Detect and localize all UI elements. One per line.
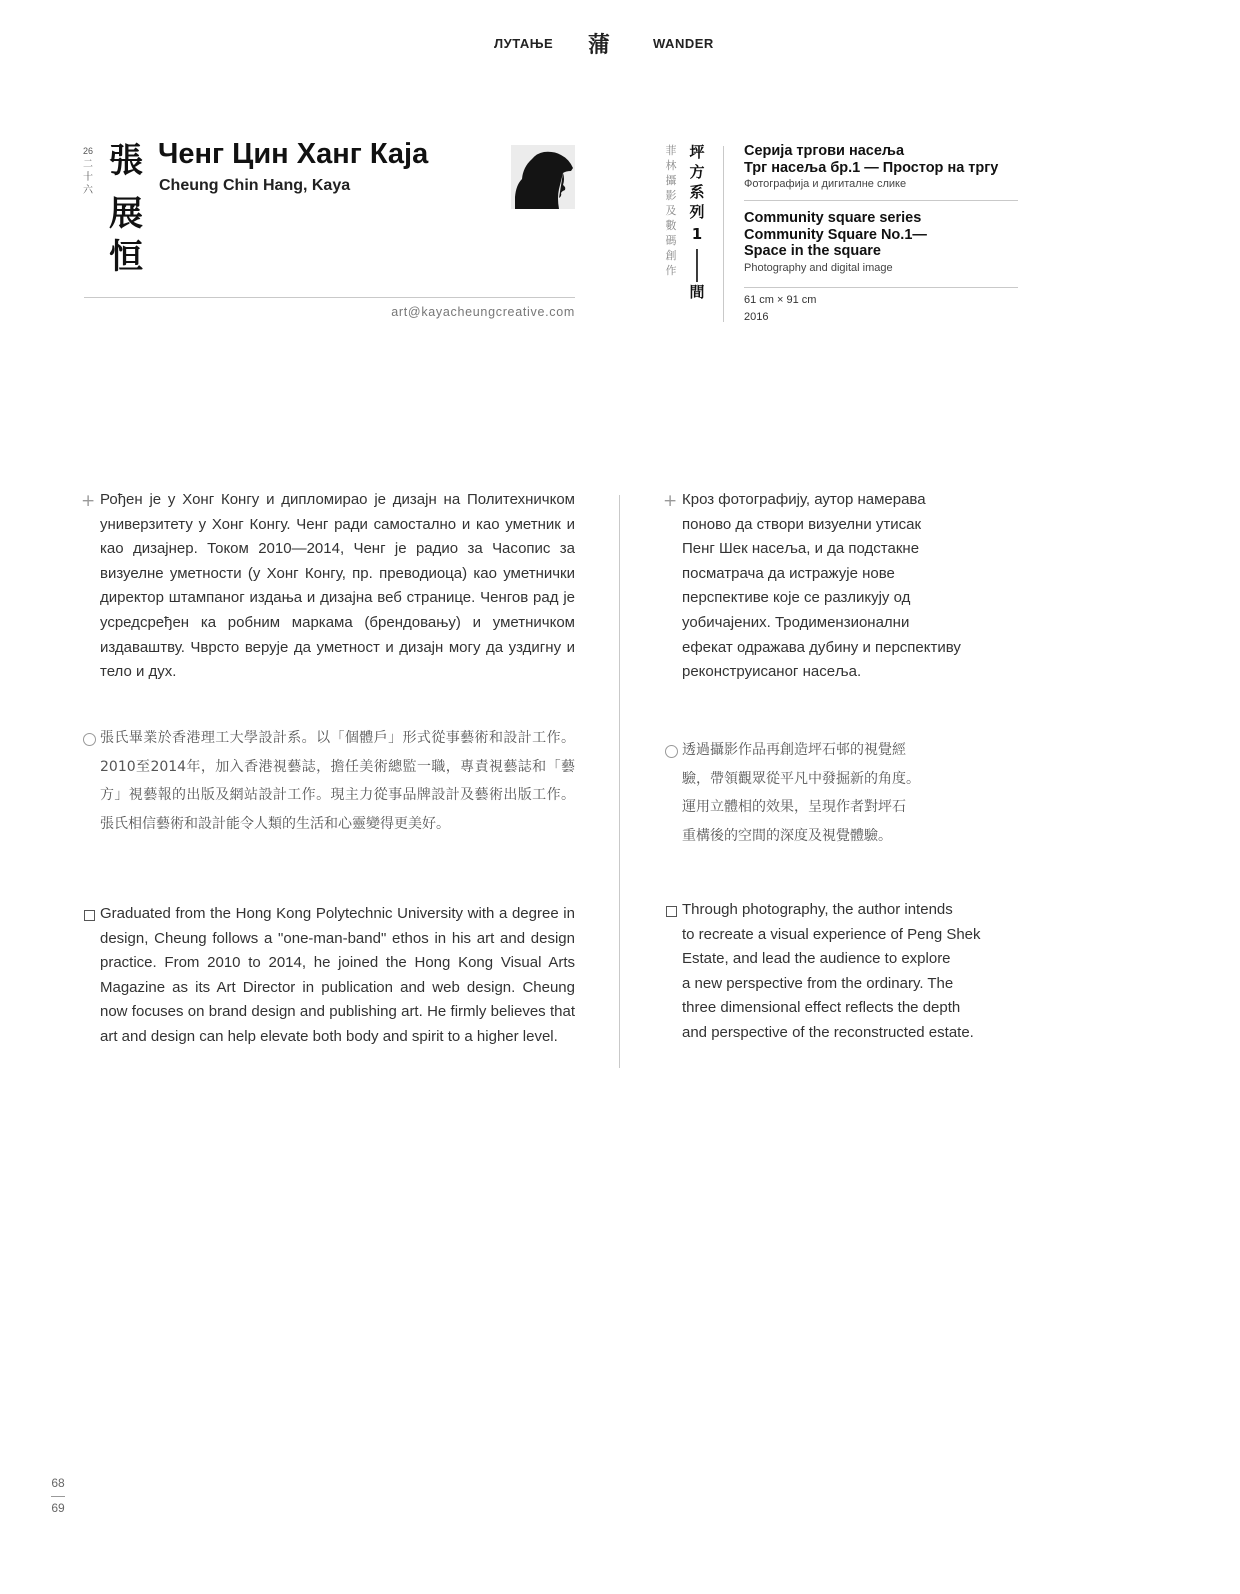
page-number-left: 68 xyxy=(51,1476,65,1490)
artwork-size: 61 cm × 91 cm xyxy=(744,294,817,306)
artist-number xyxy=(81,145,95,197)
portrait-silhouette xyxy=(511,145,575,209)
plus-marker-icon: + xyxy=(81,491,96,511)
page-number-right: 69 xyxy=(51,1501,65,1515)
artwork-info-english xyxy=(744,210,927,274)
artwork-title-chinese xyxy=(688,142,706,302)
medium-char: 創 xyxy=(665,249,677,262)
plus-marker-icon: + xyxy=(663,491,678,511)
title-char: 坪 xyxy=(689,143,705,161)
artist-email[interactable]: art@kayacheungcreative.com xyxy=(391,305,575,319)
artwork-info-serbian xyxy=(744,143,998,190)
bio-serbian: Рођен је у Хонг Конгу и дипломирао је дизајн на Политехничком универзитету у Хонг Конгу. Ченг ради самостално и као уметник и као дизајнер. Током 2010—2014, Ченг је радио за Часопис за визуелне уметности (у Хонг Конгу, пр. преводиоца) као уметнички директор штампаног издања и дизајна веб странице. Ченгов рад је усредсређен ка робним маркама (брендовању) и уметничком издаваштву. Чврсто верује да уметност и дизајн могу да уздигну и тело и дух. xyxy=(100,491,575,681)
medium-char: 數 xyxy=(665,219,677,232)
title-char: 系 xyxy=(689,183,705,201)
artwork-meta xyxy=(744,292,816,325)
statement-line: поново да створи визуелни утисак xyxy=(682,515,922,533)
section-label-english: WANDER xyxy=(653,36,714,51)
artist-number-cjk-2: 十 xyxy=(83,172,93,183)
statement-serbian xyxy=(682,488,1012,685)
statement-line: реконструисаног насеља. xyxy=(682,663,862,681)
circle-marker-icon xyxy=(665,745,678,758)
artwork-medium-chinese xyxy=(664,143,678,278)
statement-line: уобичајених. Тродимензионални xyxy=(682,613,910,631)
section-label-chinese: 蒲 xyxy=(588,33,611,58)
artist-name-english: Cheung Chin Hang, Kaya xyxy=(159,177,351,194)
artwork-title-english-2: Community Square No.1— xyxy=(744,226,927,243)
statement-english xyxy=(682,898,1012,1046)
medium-char: 林 xyxy=(665,159,677,172)
artist-name-chinese-char: 展 xyxy=(109,194,143,234)
title-char: 間 xyxy=(689,283,705,301)
statement-line: 運用立體相的效果，呈現作者對坪石 xyxy=(682,799,906,816)
column-divider xyxy=(619,495,620,1068)
statement-line: three dimensional effect reflects the depth xyxy=(682,999,961,1017)
statement-line: 透過攝影作品再創造坪石邨的視覺經 xyxy=(682,742,906,758)
artwork-year: 2016 xyxy=(744,310,769,323)
statement-line: Кроз фотографију, аутор намерава xyxy=(682,491,926,508)
artwork-title-serbian-2: Трг насеља бр.1 — Простор на тргу xyxy=(744,159,999,176)
bio-english: Graduated from the Hong Kong Polytechnic University with a degree in design, Cheung follows a "one-man-band" ethos in his art and design practice. From 2010 to 2014, he joined the Hong Kong Visual Arts Magazine as its Art Director in publication and web design. Cheung now focuses on brand design and publishing art. He firmly believes that art and design can help elevate both body and spirit to a higher level. xyxy=(100,905,575,1045)
title-dash: | xyxy=(694,243,700,283)
artist-portrait xyxy=(511,145,575,209)
statement-line: ефекат одражава дубину и перспективу xyxy=(682,638,961,656)
divider xyxy=(744,287,1018,288)
artist-number-cjk-3: 六 xyxy=(83,185,93,196)
statement-line: Estate, and lead the audience to explore xyxy=(682,950,951,968)
artwork-medium-serbian: Фотографија и дигиталне слике xyxy=(744,178,907,190)
artwork-medium-english: Photography and digital image xyxy=(744,261,893,274)
statement-line: Пенг Шек насеља, и да подстакне xyxy=(682,540,920,558)
divider xyxy=(84,297,575,298)
square-marker-icon xyxy=(666,906,677,917)
divider xyxy=(744,200,1018,201)
folio-divider xyxy=(51,1496,65,1497)
medium-char: 影 xyxy=(665,189,677,202)
vertical-divider xyxy=(723,146,724,322)
artwork-title-english-1: Community square series xyxy=(744,210,922,226)
statement-line: посматрача да истражује нове xyxy=(682,564,895,582)
title-char: 1 xyxy=(691,225,703,243)
medium-char: 作 xyxy=(665,264,677,277)
statement-chinese xyxy=(682,736,1012,850)
statement-line: перспективе које се разликују од xyxy=(682,589,911,607)
statement-line: 驗，帶領觀眾從平凡中發掘新的角度。 xyxy=(682,770,920,787)
artwork-title-english-3: Space in the square xyxy=(744,243,881,259)
statement-line: 重構後的空間的深度及視覺體驗。 xyxy=(682,827,892,844)
artist-name-chinese xyxy=(106,140,146,279)
square-marker-icon xyxy=(84,910,95,921)
statement-line: and perspective of the reconstructed estate. xyxy=(682,1023,974,1041)
statement-line: a new perspective from the ordinary. The xyxy=(682,974,954,992)
section-label-serbian: ЛУТАЊЕ xyxy=(494,36,554,51)
artist-name-chinese-char: 張 xyxy=(109,141,143,181)
statement-line: to recreate a visual experience of Peng Shek xyxy=(682,925,981,943)
medium-char: 菲 xyxy=(665,144,677,157)
artist-number-cjk-1: 二 xyxy=(83,159,93,170)
medium-char: 碼 xyxy=(665,234,677,247)
bio-chinese: 張氏畢業於香港理工大學設計系。以「個體戶」形式從事藝術和設計工作。2010至2014年，加入香港視藝誌，擔任美術總監一職，專責視藝誌和「藝方」視藝報的出版及網站設計工作。現主力從事品牌設計及藝術出版工作。張氏相信藝術和設計能令人類的生活和心靈變得更美好。 xyxy=(100,730,575,832)
artwork-title-serbian-1: Серија тргови насеља xyxy=(744,143,905,159)
title-char: 列 xyxy=(689,203,705,221)
statement-line: Through photography, the author intends xyxy=(682,901,953,918)
medium-char: 攝 xyxy=(665,174,677,187)
artist-name-serbian: Ченг Цин Ханг Каја xyxy=(158,138,429,170)
title-char: 方 xyxy=(689,163,705,181)
circle-marker-icon xyxy=(83,733,96,746)
artist-name-chinese-char: 恒 xyxy=(109,237,143,277)
artist-number-arabic: 26 xyxy=(82,146,93,156)
medium-char: 及 xyxy=(665,204,677,217)
